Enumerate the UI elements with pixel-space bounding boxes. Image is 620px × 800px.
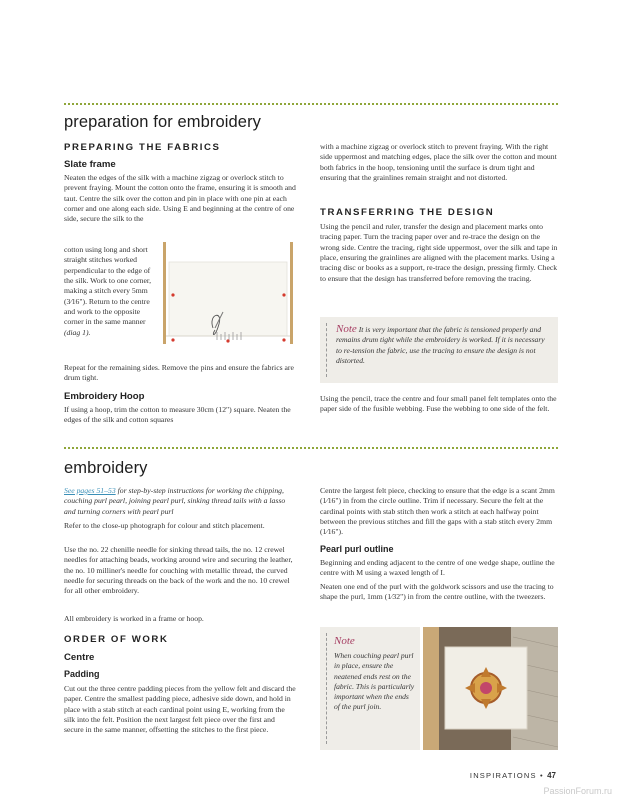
preparing-heading: PREPARING THE FABRICS xyxy=(64,142,221,153)
pages-link[interactable]: See pages 51–53 xyxy=(64,486,116,495)
pin-head xyxy=(226,339,229,342)
top-divider xyxy=(64,103,558,105)
pin-head xyxy=(171,338,174,341)
note-body-2: When couching pearl purl in place, ensure the neatened ends rest on the fabric. This is particularly important when the ends of the purl join. xyxy=(334,651,415,712)
section-title-embroidery: embroidery xyxy=(64,459,148,477)
pearl-paragraph-1: Beginning and ending adjacent to the centre of one wedge shape, outline the centre with M using a waxed length of I. xyxy=(320,558,555,578)
embroidery-hoop-heading: Embroidery Hoop xyxy=(64,391,145,402)
frame-bar-right xyxy=(290,242,293,344)
note-dashed-bar xyxy=(326,633,327,744)
pearl-purl-heading: Pearl purl outline xyxy=(320,544,394,554)
order-of-work-heading: ORDER OF WORK xyxy=(64,634,169,645)
transferring-heading: TRANSFERRING THE DESIGN xyxy=(320,207,495,218)
embroidery-motif-centre xyxy=(480,682,492,694)
note-dashed-bar xyxy=(326,323,327,377)
page-number: 47 xyxy=(547,771,556,780)
padding-heading: Padding xyxy=(64,669,100,679)
note-body-1: It is very important that the fabric is tensioned properly and remains drum tight while the embroidery is worked. If it is necessary to re-tension the fabric, use the tracing to ensure the design is not distorted. xyxy=(336,325,545,365)
transfer-paragraph-2: Using the pencil, trace the centre and four small panel felt templates onto the paper side of the fusible webbing. Fuse the webbing to one side of the felt. xyxy=(320,394,557,414)
diagram-reference: (diag 1). xyxy=(64,327,91,337)
pearl-paragraph-2: Neaten one end of the purl with the goldwork scissors and use the tracing to shape the purl, 1mm (1⁄32") in from the centre outline, with the tweezers. xyxy=(320,582,554,602)
photo-ruler xyxy=(423,627,439,750)
footer-label: INSPIRATIONS • xyxy=(469,771,544,780)
intro-rest: for step-by-step instructions for working the chipping, couching purl pearl, joining pearl purl, sinking thread tails with a lasso and turning corners with pearl purl xyxy=(64,486,286,516)
slate-paragraph-3: Repeat for the remaining sides. Remove the pins and ensure the fabrics are drum tight. xyxy=(64,363,294,383)
pin-head xyxy=(282,293,285,296)
note-box-fabric-tension xyxy=(320,317,558,383)
note-text-1 xyxy=(336,324,550,366)
watermark: PassionForum.ru xyxy=(543,786,612,796)
note-title-2: Note xyxy=(334,635,355,647)
refer-paragraph: Refer to the close-up photograph for colour and stitch placement. xyxy=(64,521,265,530)
transfer-paragraph-1: Using the pencil and ruler, transfer the design and placement marks onto tracing paper. Turn the tracing paper over and re-trace the design on the wrong side. Centre the tracing, right side uppermost, over the silk and tape in place, ensuring the grainlines are aligned with the placement marks. Using a tracing disc or books as a support, re-trace the design, pressing firmly. Check to ensure that the design has transferred before removing the tracing. xyxy=(320,222,558,283)
slate-frame-heading: Slate frame xyxy=(64,159,116,170)
pin-head xyxy=(282,338,285,341)
section-title-preparation: preparation for embroidery xyxy=(64,113,262,131)
slate-paragraph-2 xyxy=(64,245,154,338)
hoop-paragraph: If using a hoop, trim the cotton to measure 30cm (12") square. Neaten the edges of the silk and cotton squares xyxy=(64,405,291,425)
column2-paragraph-2: Centre the largest felt piece, checking to ensure that the edge is a scant 2mm (1⁄16") in from the circle outline. Trim if necessary. Secure the felt at the cardinal points with stab stitch then work a stitch at each halfway point between the previous stitches and fill the gaps with a stab stitch every 2mm (1⁄16"). xyxy=(320,486,555,537)
diagram-slate-frame xyxy=(153,240,303,350)
middle-divider xyxy=(64,447,558,449)
frame-paragraph: All embroidery is worked in a frame or hoop. xyxy=(64,614,204,623)
embroidery-photo xyxy=(423,627,558,750)
slate-paragraph-1: Neaten the edges of the silk with a machine zigzag or overlock stitch to prevent fraying. Mount the cotton onto the frame, ensuring it is smooth and taut. Centre the silk over the cotton and pin in place with one pin at each corner and one along each side. Using E and beginning at the centre of one side, secure the silk to the xyxy=(64,173,296,224)
intro-instructions xyxy=(64,486,296,517)
page-footer xyxy=(470,771,556,780)
silk-fabric xyxy=(169,262,287,336)
column2-paragraph-1: with a machine zigzag or overlock stitch to prevent fraying. With the right side uppermost and matching edges, place the silk over the cotton and mount both fabrics in the hoop, tensioning until the surface is drum tight and ensuring that the grainlines remain straight and not distorted. xyxy=(320,142,557,183)
centre-heading: Centre xyxy=(64,652,95,663)
needles-paragraph: Use the no. 22 chenille needle for sinking thread tails, the no. 12 crewel needles for attaching beads, working around wire and securing the leather, the no. 10 milliner's needle for couching with metallic thread, the curved needle for securing threads on the back of the work and the no. 10 crewel for all other embroidery. xyxy=(64,545,293,596)
note-box-couching xyxy=(320,627,420,750)
padding-paragraph: Cut out the three centre padding pieces from the yellow felt and discard the paper. Centre the smallest padding piece, adhesive side down, and hold in place with a stab stitch at each cardinal point using E, working from the silk into the felt. Position the next largest felt piece over the first and secure in the same manner, offsetting the stitches to the first piece. xyxy=(64,684,296,735)
note-title-1: Note xyxy=(336,323,357,335)
frame-bar-left xyxy=(163,242,166,344)
pin-head xyxy=(171,293,174,296)
slate-paragraph-2-text: cotton using long and short straight stitches worked perpendicular to the edge of the silk. Work to one corner, making a stitch every 5mm (3⁄16"). Return to the centre and work to the opposite corner in the same manner xyxy=(64,245,152,327)
